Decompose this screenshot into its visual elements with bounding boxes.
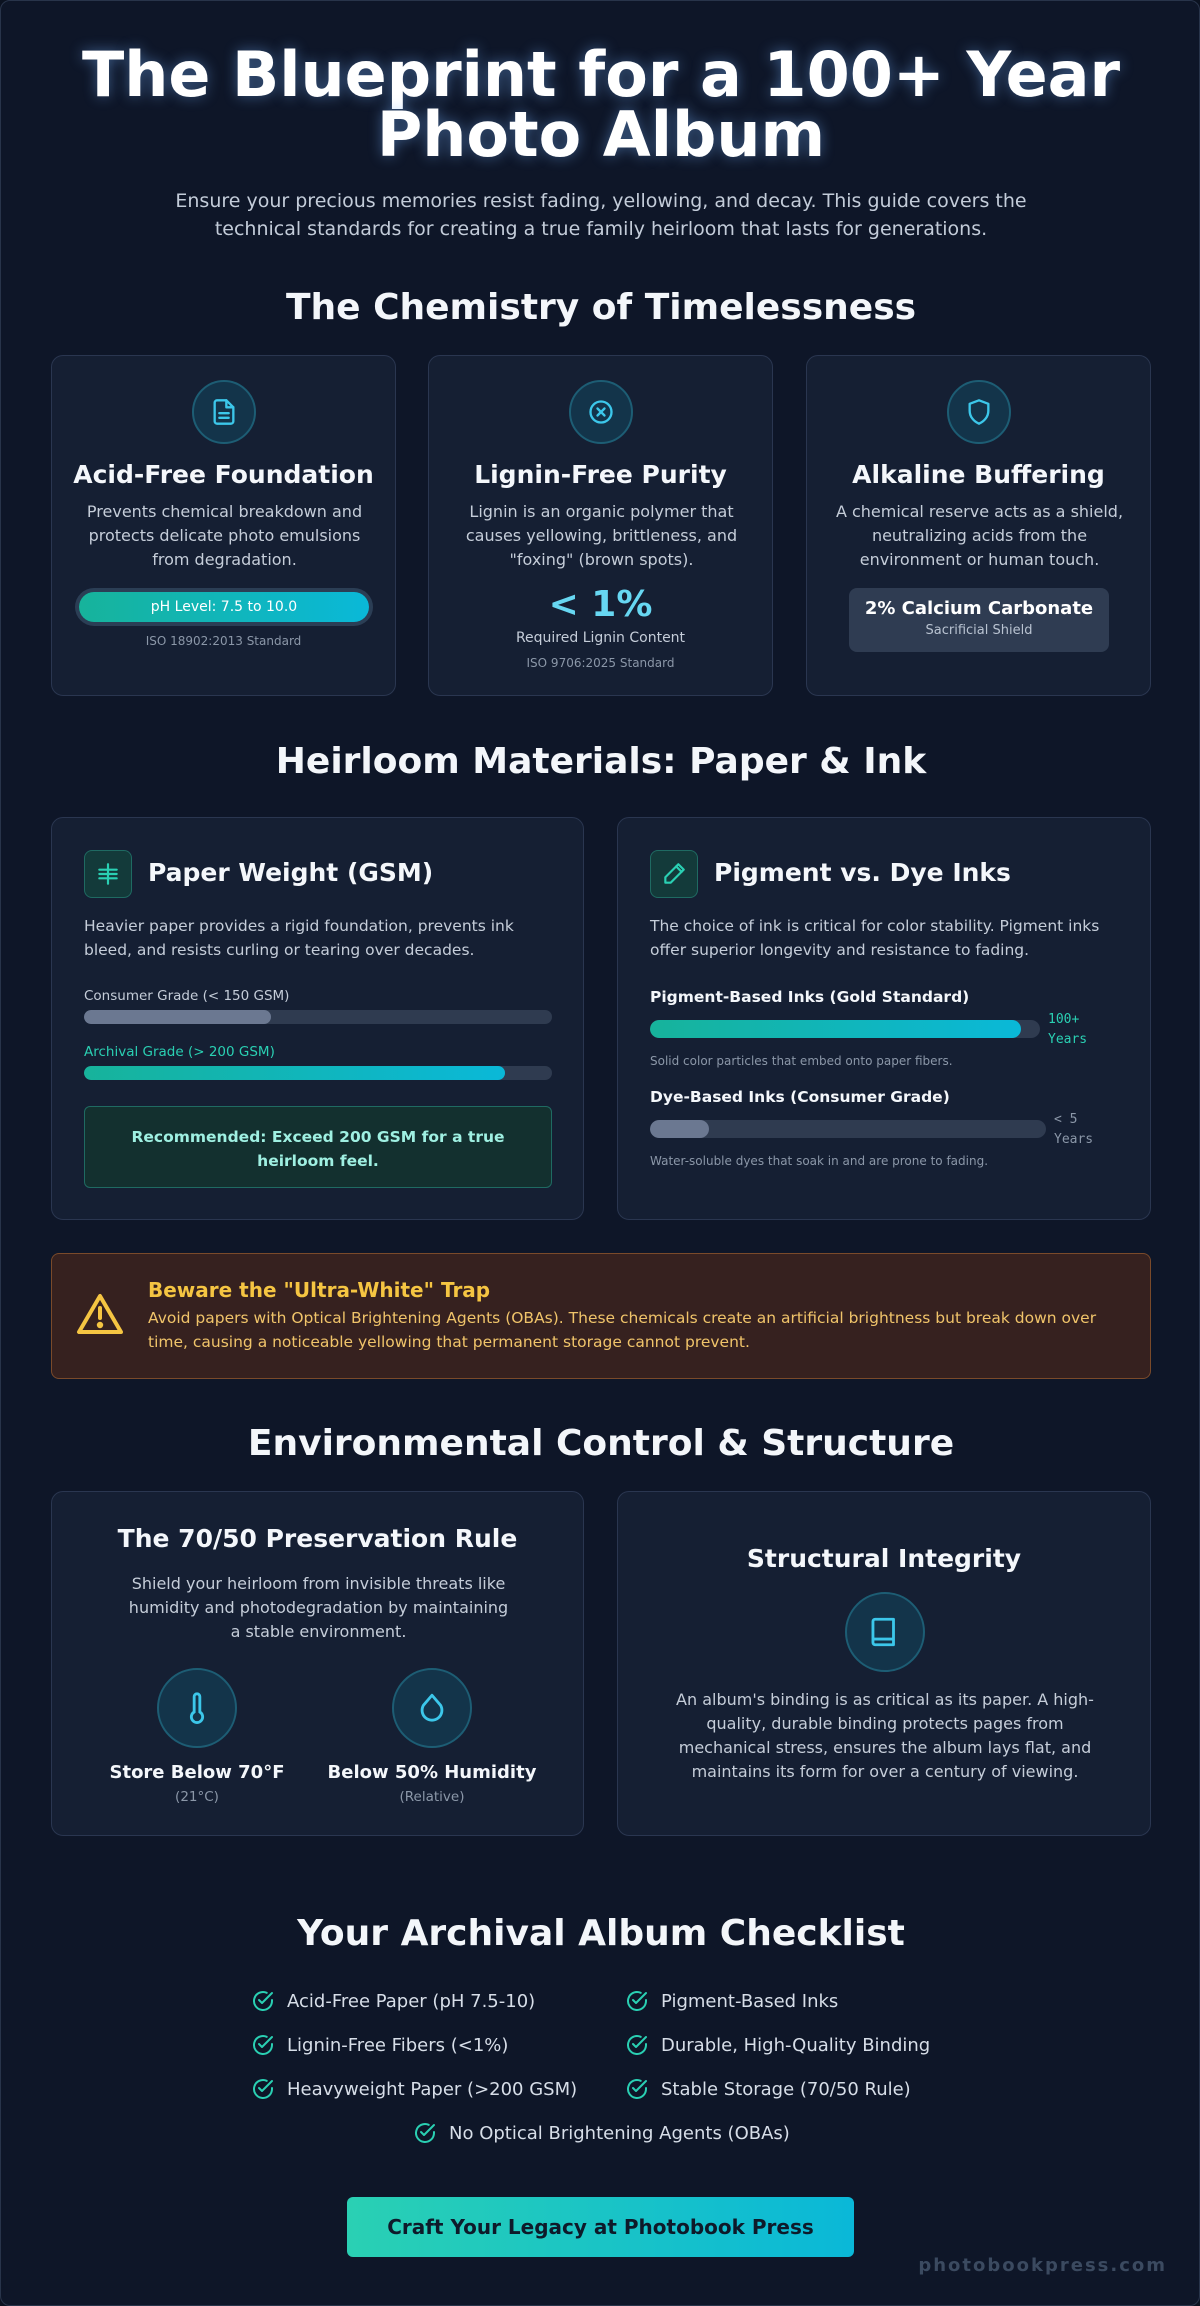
consumer-grade-label: Consumer Grade (< 150 GSM) [84, 988, 290, 1004]
dye-ink-bar-fill [650, 1120, 709, 1138]
alkaline-buffering-text: A chemical reserve acts as a shield, neutralizing acids from the environment or human touch. [835, 502, 1124, 569]
pen-icon [650, 850, 698, 898]
ink-text: The choice of ink is critical for color stability. Pigment inks offer superior longevity and resistance to fading. [650, 917, 1100, 959]
page-title [1, 38, 1200, 171]
pigment-ink-years-value: 100+ [1048, 1012, 1080, 1027]
consumer-grade-bar-fill [84, 1010, 271, 1024]
humidity-label: Below 50% Humidity [327, 1762, 537, 1783]
acid-free-card [51, 355, 396, 696]
check-circle-icon [251, 1989, 275, 2013]
alkaline-buffering-title: Alkaline Buffering [852, 460, 1105, 489]
warning-text: Avoid papers with Optical Brightening Agents (OBAs). These chemicals create an artificial brightness but break down over time, causing a noticeable yellowing that permanent storage cannot prevent. [148, 1309, 1097, 1351]
oba-warning [51, 1253, 1151, 1379]
pigment-ink-label: Pigment-Based Inks (Gold Standard) [650, 988, 970, 1006]
checklist-item [251, 2033, 508, 2057]
paper-weight-card [51, 817, 584, 1220]
ink-title: Pigment vs. Dye Inks [714, 858, 1011, 887]
checklist-item [413, 2121, 790, 2145]
page-title-line1: The Blueprint for a 100+ Year [81, 38, 1121, 111]
checklist-item-label: No Optical Brightening Agents (OBAs) [449, 2122, 790, 2144]
pigment-ink-years-unit: Years [1048, 1032, 1088, 1047]
columns-icon [84, 850, 132, 898]
preservation-rule-card [51, 1491, 584, 1836]
archival-grade-bar-fill [84, 1066, 505, 1080]
dye-ink-years [1054, 1110, 1093, 1150]
page-title-line2: Photo Album [376, 98, 826, 171]
checklist-item-label: Durable, High-Quality Binding [661, 2034, 931, 2056]
ph-level-badge: pH Level: 7.5 to 10.0 [79, 592, 369, 622]
shield-icon [947, 380, 1011, 444]
checklist-section-title: Your Archival Album Checklist [297, 1913, 905, 1954]
gsm-recommendation: Recommended: Exceed 200 GSM for a true heirloom feel. [84, 1106, 552, 1188]
temperature-item [92, 1668, 302, 1805]
structural-integrity-text: An album's binding is as critical as its paper. A high-quality, durable binding protects pages from mechanical stress, ensures the album lays flat, and maintains its form for over a century of viewing. [676, 1690, 1094, 1781]
dye-ink-bar [650, 1120, 1046, 1138]
document-icon [192, 380, 256, 444]
acid-free-title: Acid-Free Foundation [73, 460, 374, 489]
paper-weight-title: Paper Weight (GSM) [148, 858, 434, 887]
temperature-label: Store Below 70°F [109, 1762, 285, 1783]
ink-card [617, 817, 1151, 1220]
book-icon [845, 1592, 925, 1672]
droplet-icon [392, 1668, 472, 1748]
dye-ink-label: Dye-Based Inks (Consumer Grade) [650, 1088, 950, 1106]
materials-section-title: Heirloom Materials: Paper & Ink [275, 741, 927, 782]
footer-brand[interactable]: photobookpress.com [918, 2255, 1167, 2276]
checklist-item-label: Lignin-Free Fibers (<1%) [287, 2034, 509, 2056]
lignin-free-text: Lignin is an organic polymer that causes yellowing, brittleness, and "foxing" (brown spots). [465, 502, 738, 569]
checklist-item-label: Heavyweight Paper (>200 GSM) [287, 2078, 578, 2100]
checklist-item [625, 2033, 930, 2057]
check-circle-icon [625, 2077, 649, 2101]
calcium-carbonate-box [849, 588, 1109, 652]
calcium-carbonate-sub: Sacrificial Shield [925, 623, 1033, 638]
check-circle-icon [413, 2121, 437, 2145]
lignin-free-title: Lignin-Free Purity [474, 460, 727, 489]
thermometer-icon [157, 1668, 237, 1748]
checklist-item-label: Stable Storage (70/50 Rule) [661, 2078, 911, 2100]
lignin-percentage: < 1% [548, 584, 653, 625]
check-circle-icon [251, 2077, 275, 2101]
calcium-carbonate-title: 2% Calcium Carbonate [864, 598, 1094, 619]
humidity-item [314, 1668, 550, 1805]
consumer-grade-bar [84, 1010, 552, 1024]
acid-free-standard: ISO 18902:2013 Standard [145, 634, 302, 648]
checklist-item [625, 1989, 838, 2013]
check-circle-icon [625, 1989, 649, 2013]
checklist-item-label: Acid-Free Paper (pH 7.5-10) [287, 1990, 536, 2012]
checklist-item-label: Pigment-Based Inks [661, 1990, 839, 2012]
check-circle-icon [251, 2033, 275, 2057]
archival-grade-label: Archival Grade (> 200 GSM) [84, 1044, 275, 1060]
pigment-ink-bar-fill [650, 1020, 1021, 1038]
paper-weight-text: Heavier paper provides a rigid foundation, prevents ink bleed, and resists curling or tearing over decades. [84, 917, 514, 959]
checklist-item [251, 2077, 577, 2101]
environment-section-title: Environmental Control & Structure [247, 1423, 955, 1464]
pigment-ink-note: Solid color particles that embed onto paper fibers. [650, 1054, 953, 1068]
warning-title: Beware the "Ultra-White" Trap [148, 1278, 491, 1302]
alkaline-buffering-card [806, 355, 1151, 696]
preservation-rule-text: Shield your heirloom from invisible threats like humidity and photodegradation by maintaining a stable environment. [128, 1574, 509, 1641]
x-circle-icon [569, 380, 633, 444]
dye-ink-years-value: < 5 [1054, 1112, 1078, 1127]
lignin-free-card [428, 355, 773, 696]
humidity-sub: (Relative) [399, 1789, 465, 1805]
checklist-item [625, 2077, 911, 2101]
craft-legacy-button[interactable]: Craft Your Legacy at Photobook Press [347, 2197, 854, 2257]
pigment-ink-bar [650, 1020, 1040, 1038]
checklist-item [251, 1989, 535, 2013]
archival-grade-bar [84, 1066, 552, 1080]
structural-integrity-card [617, 1491, 1151, 1836]
check-circle-icon [625, 2033, 649, 2057]
temperature-sub: (21°C) [175, 1789, 219, 1805]
chemistry-section-title: The Chemistry of Timelessness [285, 287, 917, 328]
structural-integrity-title: Structural Integrity [746, 1544, 1022, 1573]
page-subtitle: Ensure your precious memories resist fading, yellowing, and decay. This guide covers the technical standards for creating a true family heirloom that lasts for generations. [175, 190, 1027, 240]
dye-ink-note: Water-soluble dyes that soak in and are prone to fading. [650, 1154, 989, 1168]
preservation-rule-title: The 70/50 Preservation Rule [117, 1524, 518, 1553]
pigment-ink-years [1048, 1010, 1087, 1050]
acid-free-text: Prevents chemical breakdown and protects delicate photo emulsions from degradation. [86, 502, 363, 569]
dye-ink-years-unit: Years [1054, 1132, 1094, 1147]
lignin-content-label: Required Lignin Content [515, 630, 686, 646]
warning-icon [76, 1292, 124, 1340]
lignin-standard: ISO 9706:2025 Standard [526, 656, 675, 670]
